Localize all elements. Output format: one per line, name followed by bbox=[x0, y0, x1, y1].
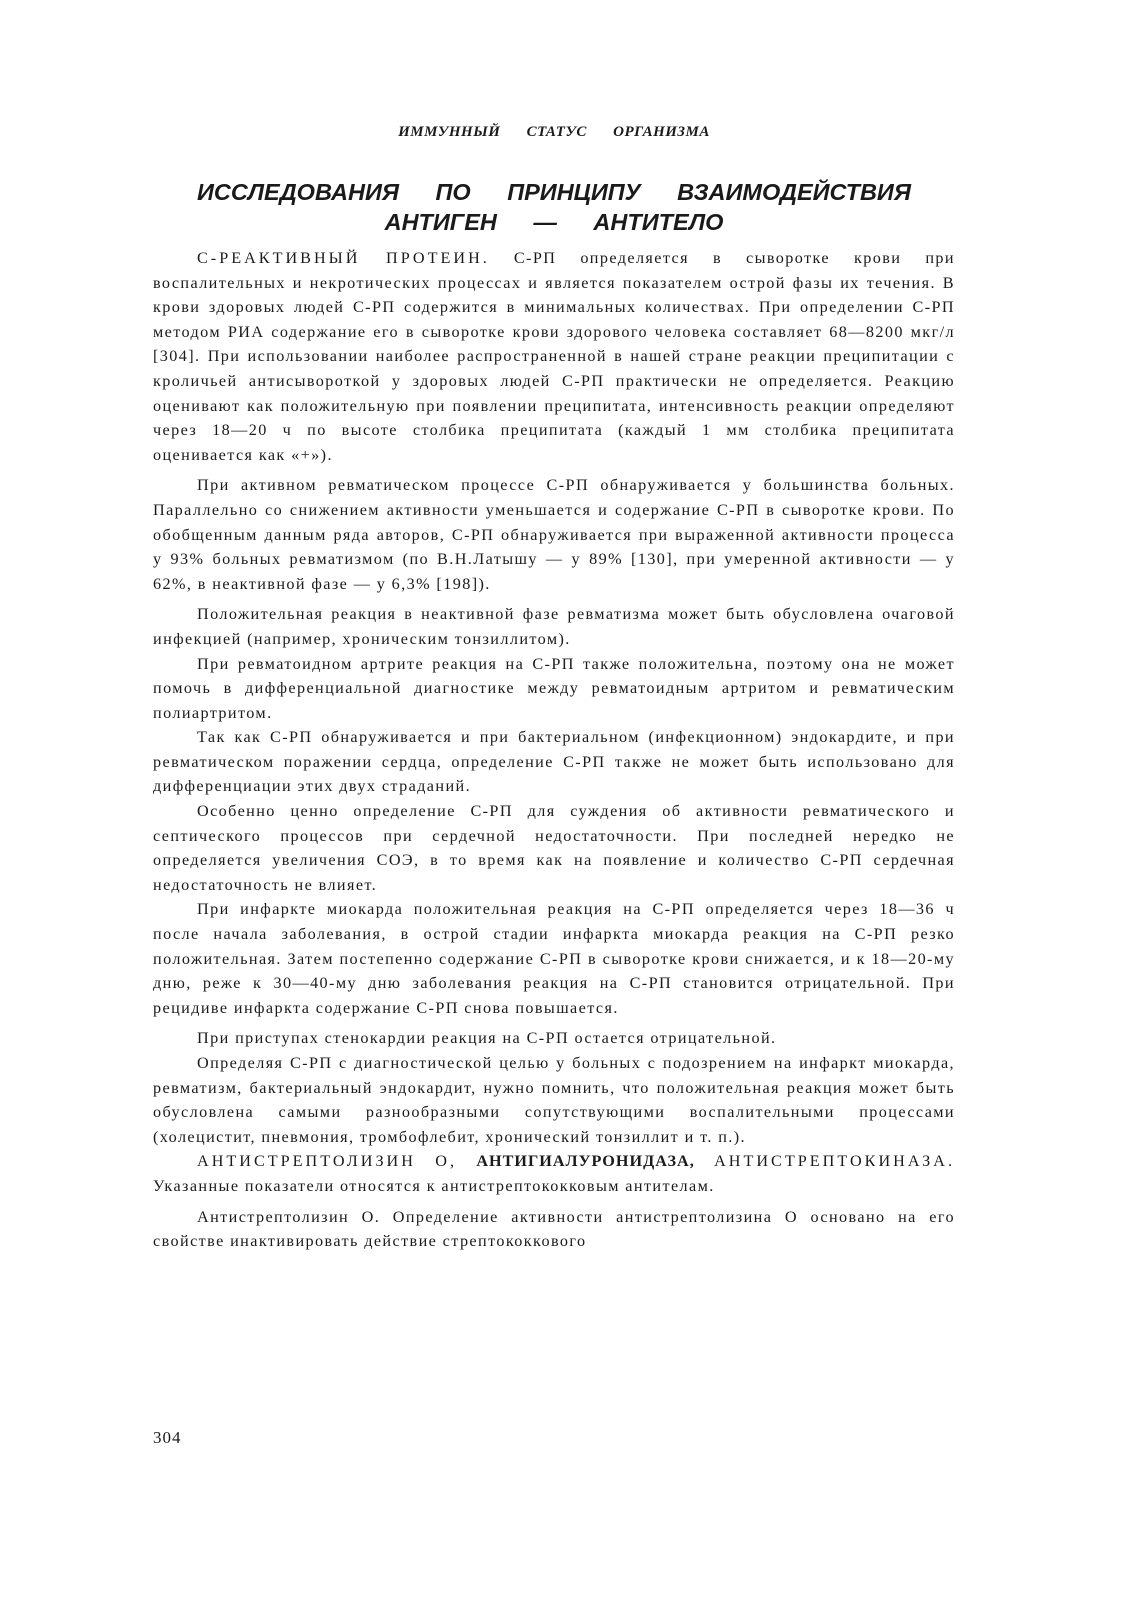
book-page bbox=[153, 0, 955, 1601]
running-title: ИММУННЫЙ СТАТУС ОРГАНИЗМА bbox=[398, 124, 710, 140]
section-title-line-2: АНТИГЕН — АНТИТЕЛО bbox=[384, 209, 724, 235]
paragraph-bold-term: АНТИГИАЛУРОНИДАЗА, bbox=[476, 1152, 695, 1171]
paragraph-text: Указанные показатели относятся к антистрептококковым антителам. bbox=[153, 1176, 715, 1195]
paragraph: При приступах стенокардии реакция на С-РП остается отрицательной. bbox=[197, 1029, 777, 1048]
body-text bbox=[153, 246, 955, 1254]
paragraph: При ревматоидном артрите реакция на С-РП также положительна, поэтому она не может помочь в дифференциальной диагностике между ревматоидным артритом и ревматическим полиартритом. bbox=[153, 654, 955, 722]
paragraph: Так как С-РП обнаруживается и при бактериальном (инфекционном) эндокардите, и при ревматическом поражении сердца, определение С-РП также не может быть использовано для дифференциации этих двух страданий. bbox=[153, 728, 955, 796]
paragraph-lead: С-РЕАКТИВНЫЙ ПРОТЕИН. bbox=[197, 249, 490, 267]
paragraph: Особенно ценно определение С-РП для суждения об активности ревматического и септического процессов при сердечной недостаточности. При последней нередко не определяется увеличения СОЭ, в то время как на появление и количество С-РП сердечная недостаточность не влияет. bbox=[153, 802, 955, 894]
page-number: 304 bbox=[153, 1428, 182, 1447]
section-title-line-1: ИССЛЕДОВАНИЯ ПО ПРИНЦИПУ ВЗАИМОДЕЙСТВИЯ bbox=[197, 179, 911, 205]
paragraph-lead-continued: АНТИСТРЕПТОКИНАЗА. bbox=[694, 1152, 955, 1171]
paragraph: При инфаркте миокарда положительная реакция на С-РП определяется через 18—36 ч после начала заболевания, в острой стадии инфаркта миокарда реакция на С-РП резко положительная. Затем постепенно содержание С-РП в сыворотке крови снижается, и к 18—20-му дню, реже к 30—40-му дню заболевания реакция на С-РП становится отрицательной. При рецидиве инфаркта содержание С-РП снова повышается. bbox=[153, 900, 955, 1017]
paragraph: Положительная реакция в неактивной фазе ревматизма может быть обусловлена очаговой инфекцией (например, хроническим тонзиллитом). bbox=[153, 605, 955, 648]
paragraph: При активном ревматическом процессе С-РП обнаруживается у большинства больных. Параллельно со снижением активности уменьшается и содержание С-РП в сыворотке крови. По обобщенным данным ряда авторов, С-РП обнаруживается при выраженной активности процесса у 93% больных ревматизмом (по В.Н.Латышу — у 89% [130], при умеренной активности — у 62%, в неактивной фазе — у 6,3% [198]). bbox=[153, 476, 955, 593]
section-title bbox=[153, 177, 955, 237]
paragraph: Определяя С-РП с диагностической целью у больных с подозрением на инфаркт миокарда, ревматизм, бактериальный эндокардит, нужно помнить, что положительная реакция может быть обусловлена самыми разнообразными сопутствующими воспалительными процессами (холецистит, пневмония, тромбофлебит, хронический тонзиллит и т. п.). bbox=[153, 1054, 955, 1146]
paragraph-lead: АНТИСТРЕПТОЛИЗИН О, bbox=[197, 1152, 477, 1171]
paragraph-text: С-РП определяется в сыворотке крови при воспалительных и некротических процессах и является показателем острой фазы их течения. В крови здоровых людей С-РП содержится в минимальных количествах. При определении С-РП методом РИА содержание его в сыворотке крови здорового человека составляет 68—8200 мкг/л [304]. При использовании наиболее распространенной в нашей стране реакции преципитации с кроличьей антисывороткой у здоровых людей С-РП практически не определяется. Реакцию оценивают как положительную при появлении преципитата, интенсивность реакции определяют через 18—20 ч по высоте столбика преципитата (каждый 1 мм столбика преципитата оценивается как «+»). bbox=[153, 249, 955, 464]
paragraph: Антистрептолизин О. Определение активности антистрептолизина О основано на его свойстве инактивировать действие стрептококкового bbox=[153, 1207, 955, 1251]
paragraph-antistreptolysin-heading bbox=[153, 1149, 955, 1198]
paragraph-c-reactive-protein bbox=[153, 246, 955, 467]
